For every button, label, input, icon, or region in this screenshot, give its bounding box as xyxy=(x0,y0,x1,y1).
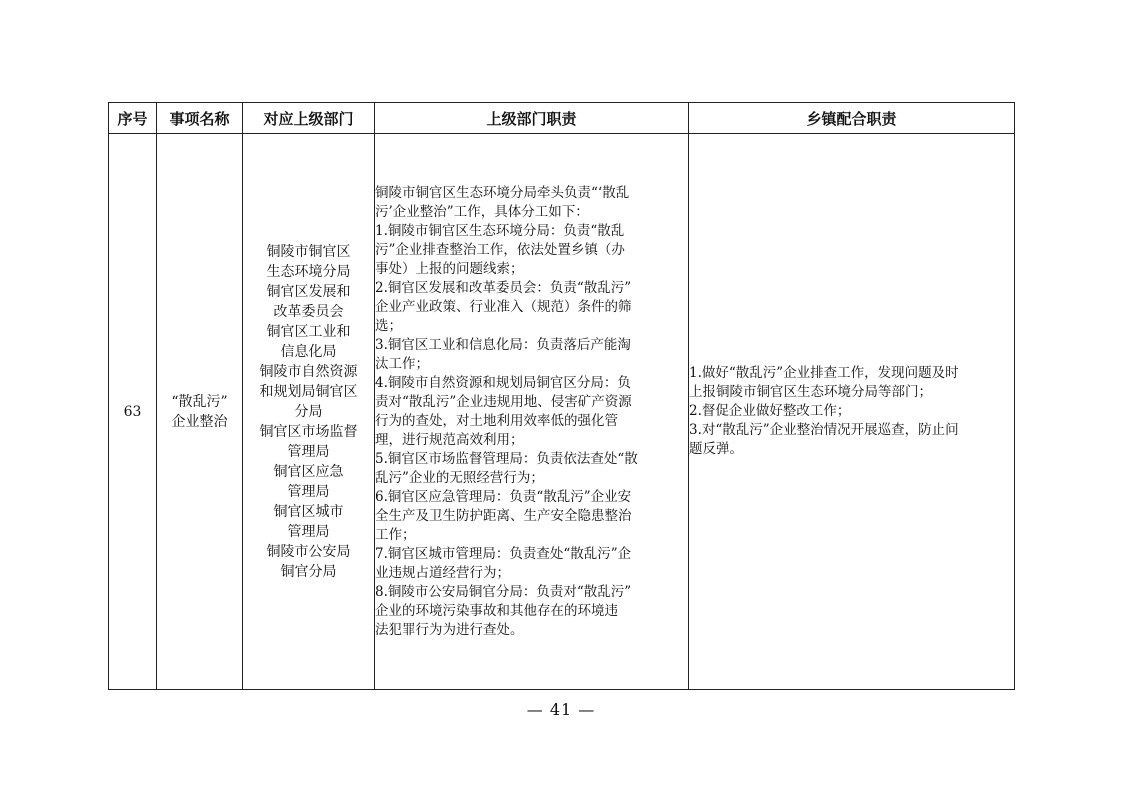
duty-line: 5.铜官区市场监督管理局：负责依法查处“散 xyxy=(375,450,638,467)
dept-line: 铜官区工业和 xyxy=(266,323,351,340)
duty-line: 责对“散乱污”企业违规用地、侵害矿产资源 xyxy=(375,393,632,410)
duty-line: 行为的查处，对土地利用效率低的强化管 xyxy=(375,412,618,429)
duty-line: 污’企业整治”工作，具体分工如下： xyxy=(375,203,589,220)
town-duty-line: 1.做好“散乱污”企业排查工作，发现问题及时 xyxy=(689,365,959,381)
duty-line: 3.铜官区工业和信息化局：负责落后产能淘 xyxy=(375,336,631,353)
duty-line: 汰工作； xyxy=(375,355,429,372)
dept-line: 管理局 xyxy=(287,443,330,460)
table-row xyxy=(109,134,1015,690)
cell-superior-duty xyxy=(375,134,689,690)
town-duty-line: 题反弹。 xyxy=(689,441,743,457)
item-name-line: “散乱污” xyxy=(171,393,228,410)
dept-line: 管理局 xyxy=(287,523,330,540)
dept-line: 铜陵市铜官区 xyxy=(266,243,351,260)
header-superior-dept: 对应上级部门 xyxy=(243,103,375,134)
duty-line: 工作； xyxy=(375,526,416,543)
dept-line: 铜官区城市 xyxy=(273,503,344,520)
cell-superior-dept xyxy=(243,134,375,690)
page-number: — 41 — xyxy=(526,700,596,719)
cell-seq: 63 xyxy=(109,134,157,690)
dept-line: 管理局 xyxy=(287,483,330,500)
dept-line: 信息化局 xyxy=(280,343,337,360)
dept-line: 铜官区应急 xyxy=(273,463,344,480)
cell-item-name xyxy=(157,134,243,690)
duty-line: 全生产及卫生防护距离、生产安全隐患整治 xyxy=(375,507,632,524)
duty-line: 7.铜官区城市管理局：负责查处“散乱污”企 xyxy=(375,545,632,562)
duty-line: 2.铜官区发展和改革委员会：负责“散乱污” xyxy=(375,279,632,296)
duty-line: 铜陵市铜官区生态环境分局牵头负责“‘散乱 xyxy=(375,184,630,201)
duty-line: 1.铜陵市铜官区生态环境分局：负责“散乱 xyxy=(375,222,625,239)
cell-town-duty xyxy=(689,134,1015,690)
dept-line: 铜官分局 xyxy=(280,563,337,580)
dept-line: 分局 xyxy=(294,403,323,420)
dept-line: 生态环境分局 xyxy=(266,263,351,280)
header-superior-duty: 上级部门职责 xyxy=(375,103,689,134)
duty-line: 法犯罪行为为进行查处。 xyxy=(375,621,524,638)
duty-line: 6.铜官区应急管理局：负责“散乱污”企业安 xyxy=(375,488,632,505)
dept-line: 铜官区市场监督 xyxy=(259,423,358,440)
dept-line: 铜官区发展和 xyxy=(266,283,351,300)
duty-table xyxy=(108,102,1015,690)
duty-line: 事处）上报的问题线索； xyxy=(375,260,524,277)
dept-line: 和规划局铜官区 xyxy=(259,383,358,400)
dept-line: 铜陵市公安局 xyxy=(266,543,351,560)
town-duty-line: 3.对“散乱污”企业整治情况开展巡查，防止问 xyxy=(689,422,959,438)
duty-line: 4.铜陵市自然资源和规划局铜官区分局：负 xyxy=(375,374,631,391)
item-name-line: 企业整治 xyxy=(171,413,228,430)
duty-line: 业违规占道经营行为； xyxy=(375,564,510,581)
table-header-row xyxy=(109,103,1015,134)
duty-line: 企业产业政策、行业准入（规范）条件的筛 xyxy=(375,298,632,315)
town-duty-line: 2.督促企业做好整改工作； xyxy=(689,403,851,419)
duty-line: 乱污”企业的无照经营行为； xyxy=(375,469,544,486)
header-item-name: 事项名称 xyxy=(157,103,243,134)
duty-line: 8.铜陵市公安局铜官分局：负责对“散乱污” xyxy=(375,583,632,600)
header-town-duty: 乡镇配合职责 xyxy=(689,103,1015,134)
duty-line: 企业的环境污染事故和其他存在的环境违 xyxy=(375,602,618,619)
dept-line: 改革委员会 xyxy=(273,303,344,320)
header-seq: 序号 xyxy=(109,103,157,134)
town-duty-line: 上报铜陵市铜官区生态环境分局等部门； xyxy=(689,384,932,400)
duty-line: 理，进行规范高效利用； xyxy=(375,431,524,448)
duty-line: 污”企业排查整治工作，依法处置乡镇（办 xyxy=(375,241,625,258)
dept-line: 铜陵市自然资源 xyxy=(259,363,358,380)
duty-line: 选； xyxy=(375,317,402,334)
